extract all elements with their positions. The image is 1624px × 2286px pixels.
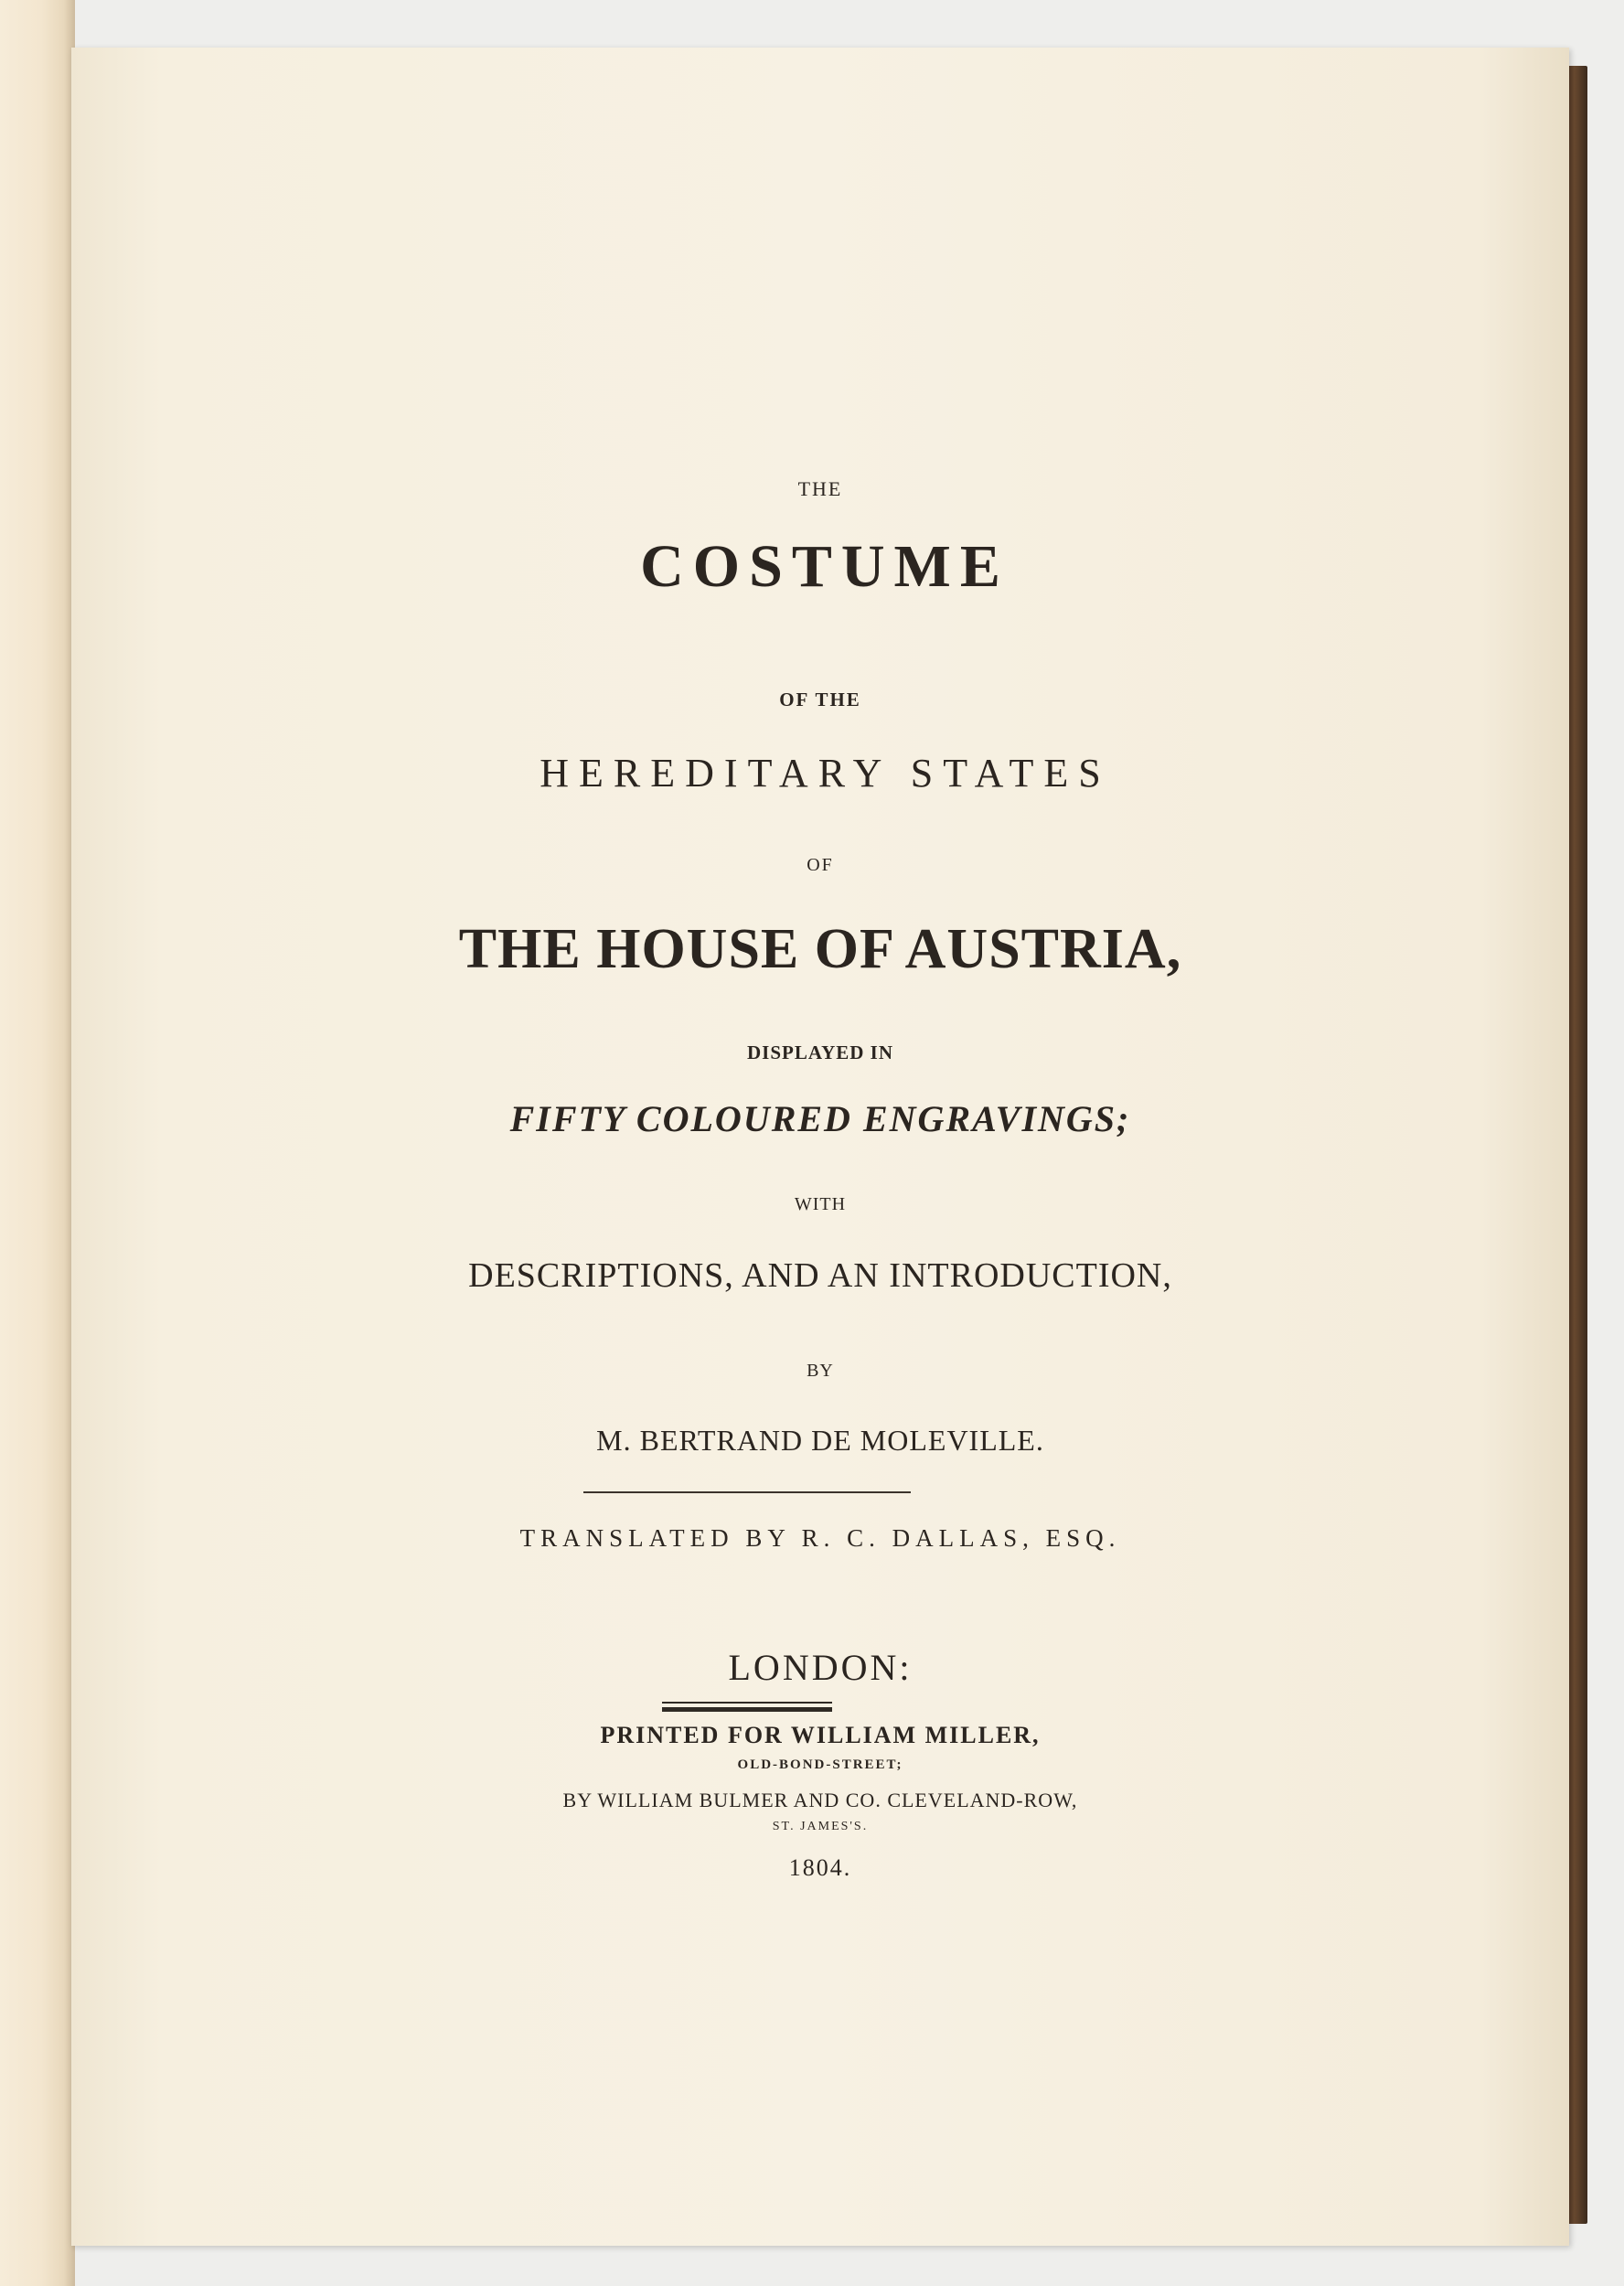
divider-rule [583,1491,911,1493]
main-title-costume: COSTUME [640,533,1010,600]
imprint-publisher: PRINTED FOR WILLIAM MILLER, [600,1722,1041,1748]
imprint-rule-thin [662,1702,832,1704]
subtitle-descriptions: DESCRIPTIONS, AND AN INTRODUCTION, [468,1256,1172,1295]
title-article: THE [797,477,843,500]
imprint-year: 1804. [788,1854,852,1881]
imprint-rule-thick [662,1707,832,1712]
imprint-publisher-address: OLD-BOND-STREET; [737,1757,903,1772]
translator-line: TRANSLATED BY R. C. DALLAS, ESQ. [519,1524,1121,1552]
subtitle-fifty-coloured-engravings: FIFTY COLOURED ENGRAVINGS; [509,1098,1131,1139]
imprint-printer: BY WILLIAM BULMER AND CO. CLEVELAND-ROW, [562,1789,1078,1811]
subtitle-with: WITH [794,1194,847,1214]
imprint-printer-address: ST. JAMES'S. [772,1820,869,1833]
left-facing-leaf [0,0,75,2286]
title-of: OF [807,855,834,875]
author-name: M. BERTRAND DE MOLEVILLE. [596,1424,1044,1457]
title-page [71,48,1569,2246]
title-hereditary-states: HEREDITARY STATES [540,751,1111,796]
title-of-the: OF THE [779,689,861,710]
title-house-of-austria: THE HOUSE OF AUSTRIA, [458,918,1182,980]
imprint-place: LONDON: [728,1647,913,1688]
byline-by: BY [807,1361,834,1381]
subtitle-displayed-in: DISPLAYED IN [746,1042,893,1063]
